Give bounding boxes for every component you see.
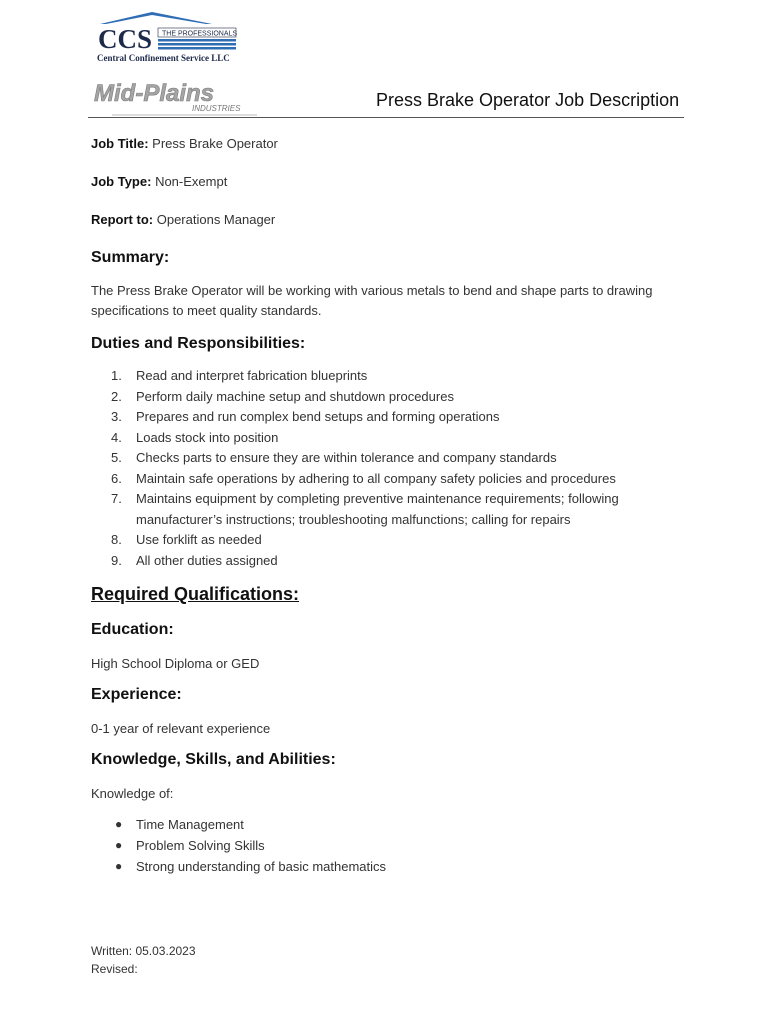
experience-heading: Experience:	[91, 686, 182, 703]
knowledge-intro: Knowledge of:	[91, 786, 174, 801]
report-to-field	[91, 212, 275, 227]
ksa-heading: Knowledge, Skills, and Abilities:	[91, 751, 336, 768]
knowledge-item: ● Time Management	[115, 817, 244, 832]
mid-plains-wordmark: Mid-Plains	[94, 80, 215, 107]
ccs-logo-letters: CCS	[98, 24, 153, 54]
knowledge-list	[91, 814, 386, 877]
written-date: Written: 05.03.2023	[91, 944, 196, 958]
education-text: High School Diploma or GED	[91, 656, 260, 671]
duty-item: 6. Maintain safe operations by adhering to all company safety policies and procedures	[111, 470, 616, 486]
experience-text: 0-1 year of relevant experience	[91, 721, 271, 736]
job-title-value: Press Brake Operator	[152, 136, 278, 151]
mid-plains-logo	[92, 79, 267, 119]
knowledge-item: ● Problem Solving Skills	[115, 838, 265, 853]
duty-item: 1. Read and interpret fabrication blueprints	[111, 368, 368, 383]
summary-text: The Press Brake Operator will be working with various metals to bend and shape parts to drawing specifications to meet quality standards.	[91, 283, 653, 318]
duty-item: 5. Checks parts to ensure they are within tolerance and company standards	[111, 450, 557, 465]
duty-item: 2. Perform daily machine setup and shutdown procedures	[111, 388, 454, 404]
job-title-label: Job Title:	[91, 136, 149, 151]
report-to-value: Operations Manager	[156, 212, 276, 227]
duties-list	[91, 366, 681, 571]
header-divider	[88, 117, 684, 118]
job-type-label: Job Type:	[91, 174, 152, 189]
job-type-value: Non-Exempt	[155, 174, 228, 189]
knowledge-item: ● Strong understanding of basic mathematics	[115, 859, 387, 874]
job-title-field	[91, 136, 278, 151]
duties-heading: Duties and Responsibilities:	[91, 335, 306, 352]
duty-item: 3. Prepares and run complex bend setups and forming operations	[111, 409, 500, 424]
ccs-company-name: Central Confinement Service LLC	[97, 53, 230, 63]
report-to-label: Report to:	[91, 212, 154, 227]
duty-item: 7. Maintains equipment by completing preventive maintenance requirements; following manufacturer’s instructions; troubleshooting malfunctions; calling for repairs	[111, 491, 619, 527]
duty-item: 9. All other duties assigned	[111, 552, 278, 568]
duty-item: 8. Use forklift as needed	[111, 532, 262, 547]
education-heading: Education:	[91, 621, 174, 638]
document-title: Press Brake Operator Job Description	[376, 90, 680, 110]
mid-plains-subtitle: INDUSTRIES	[192, 104, 241, 113]
summary-heading: Summary:	[91, 249, 170, 266]
job-type-field	[91, 174, 227, 189]
ccs-logo	[94, 10, 244, 65]
duty-item: 4. Loads stock into position	[111, 429, 279, 445]
ccs-tagline: THE PROFESSIONALS	[162, 30, 238, 38]
qualifications-heading: Required Qualifications:	[91, 584, 300, 604]
revised-date: Revised:	[91, 962, 138, 976]
